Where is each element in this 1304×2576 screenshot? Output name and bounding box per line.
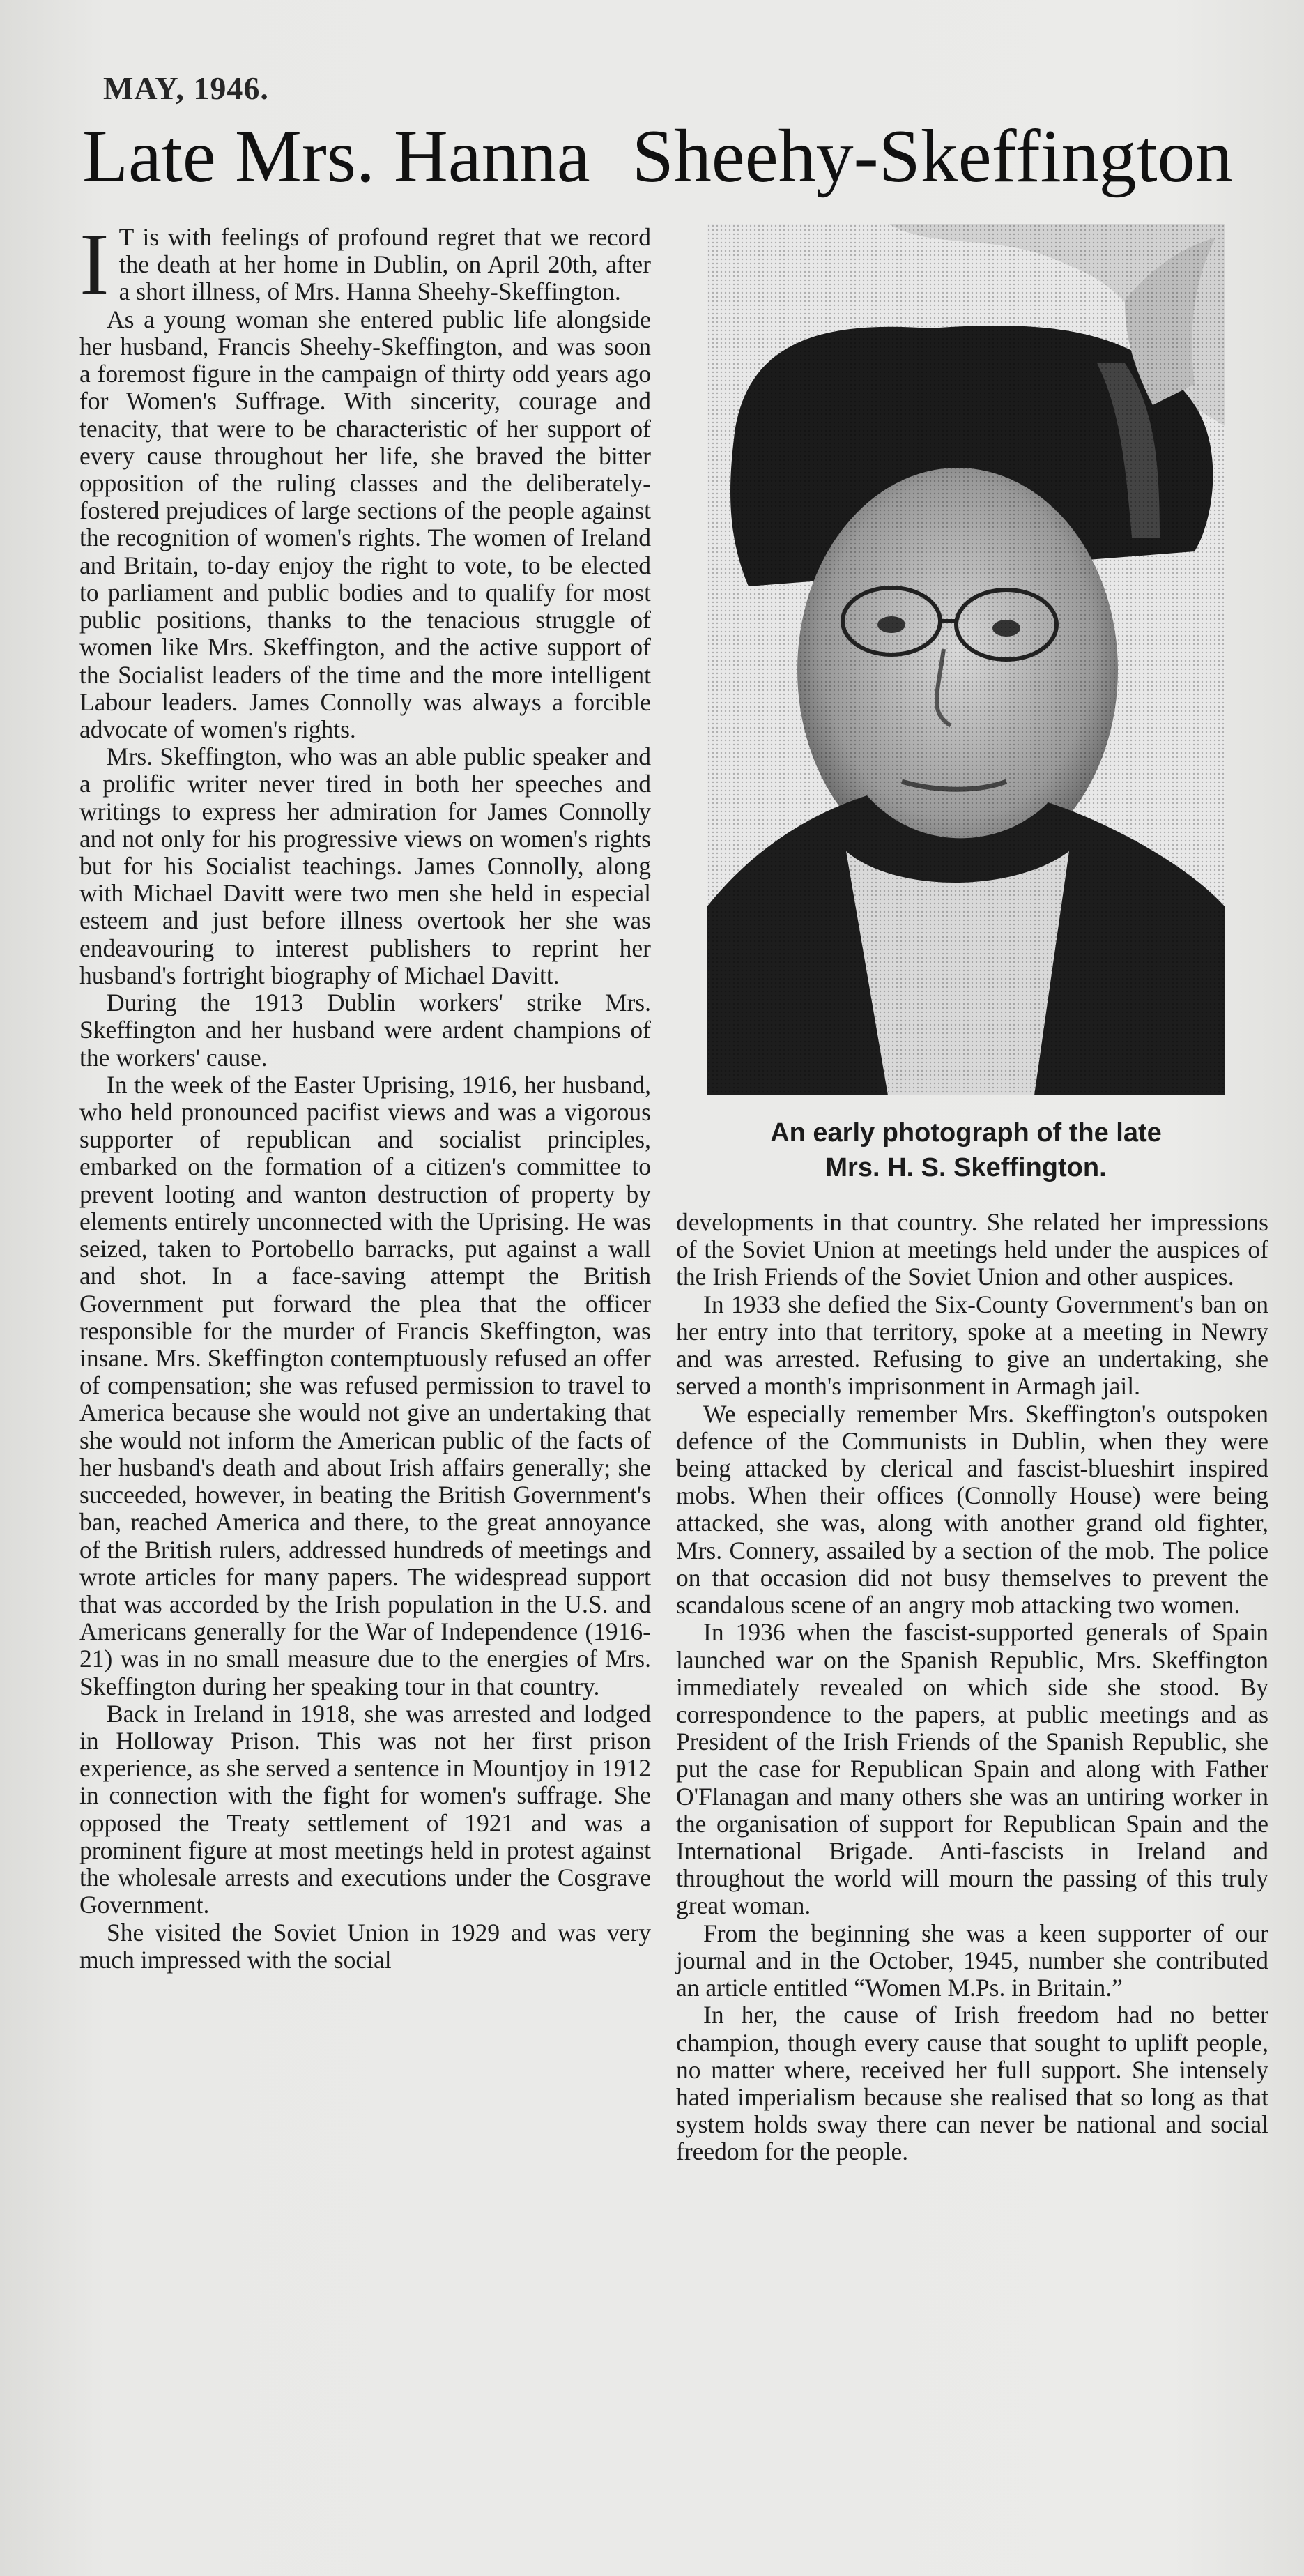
article-paragraph-3: Mrs. Skeffington, who was an able public speaker and a prolific writer never tired in both her speeches and writings to express her admiration for James Connolly and not only for his progressive views on women's rights but for his Socialist teachings. James Connolly, along with Michael Davitt were two men she held in especial esteem and just before illness overtook her she was endeavouring to interest publishers to reprint her husband's fortright biography of Michael Davitt. [79, 742, 651, 989]
article-paragraph-10: We especially remember Mrs. Skeffington's outspoken defence of the Communists in Dublin, when they were being attacked by clerical and fascist-blueshirt inspired mobs. When their offices (Connolly House) were being attacked, she was, along with another grand old fighter, Mrs. Connery, assailed by a section of the mob. The police on that occasion did not busy themselves to prevent the scandalous scene of an angry mob attacking two women. [676, 1399, 1268, 1619]
article-paragraph-12: From the beginning she was a keen supporter of our journal and in the October, 1945, number she contributed an article entitled “Women M.Ps. in Britain.” [676, 1919, 1268, 2002]
issue-date: MAY, 1946. [103, 70, 269, 106]
article-paragraph-9: In 1933 she defied the Six-County Government's ban on her entry into that territory, spoke at a meeting in Newry and was arrested. Refusing to give an undertaking, she served a month's imprisonment in Armagh jail. [676, 1290, 1268, 1401]
article-paragraph-13: In her, the cause of Irish freedom had no better champion, though every cause that sought to uplift people, no matter where, received her full support. She intensely hated imperialism because she realised that so long as that system holds sway there can never be national and social freedom for the people. [676, 2001, 1268, 2166]
drop-cap: I [79, 215, 109, 314]
article-paragraph-6: Back in Ireland in 1918, she was arrested and lodged in Holloway Prison. This was not her first prison experience, as she served a sentence in Mountjoy in 1912 in connection with the fight for women's suffrage. She opposed the Treaty settlement of 1921 and was a prominent figure at most meetings held in protest against the wholesale arrests and executions under the Cosgrave Government. [79, 1699, 651, 1919]
headline-part-2: Sheehy-Skeffington [631, 115, 1233, 198]
article-left-column [79, 215, 651, 2166]
article-right-column [676, 224, 1268, 2166]
caption-line-1: An early photograph of the late [770, 1118, 1162, 1148]
article-paragraph-11: In 1936 when the fascist-supported generals of Spain launched war on the Spanish Republic, Mrs. Skeffington immediately revealed on which side she stood. By correspondence to the papers, at public meetings and as President of the Irish Friends of the Spanish Republic, she put the case for Republican Spain and along with Father O'Flanagan and many others she was an untiring worker in the organisation of support for Republican Spain and the International Brigade. Anti-fascists in Ireland and throughout the world will mourn the passing of this truly great woman. [676, 1618, 1268, 1920]
article-paragraph-8: developments in that country. She related her impressions of the Soviet Union at meetings held under the auspices of the Irish Friends of the Soviet Union and other auspices. [676, 1208, 1268, 1291]
caption-line-2: Mrs. H. S. Skeffington. [825, 1152, 1107, 1182]
headline [82, 115, 1283, 198]
article-paragraph-5: In the week of the Easter Uprising, 1916, her husband, who held pronounced pacifist views and was a vigorous supporter of republican and socialist principles, embarked on the formation of a citizen's committee to prevent looting and wanton destruction of property by elements entirely unconnected with the Uprising. He was seized, taken to Portobello barracks, put against a wall and shot. In a face-saving attempt the British Government put forward the plea that the officer responsible for the murder of Francis Skeffington, was insane. Mrs. Skeffington contemptuously refused an offer of compensation; she was refused permission to travel to America because she would not give an undertaking that she would not inform the American public of the facts of her husband's death and about Irish affairs generally; she succeeded, however, in beating the British Government's ban, reached America and there, to the great annoyance of the British rulers, addressed hundreds of meetings and wrote articles for many papers. The widespread support that was accorded by the Irish population in the U.S. and Americans generally for the War of Independence (1916-21) was in no small measure due to the energies of Mrs. Skeffington during her speaking tour in that country. [79, 1070, 651, 1700]
headline-part-1: Late Mrs. Hanna [82, 115, 590, 198]
article-columns [70, 215, 1283, 2166]
article-paragraph-4: During the 1913 Dublin workers' strike Mrs. Skeffington and her husband were ardent champions of the workers' cause. [79, 989, 651, 1072]
photo-caption [707, 1116, 1225, 1185]
article-paragraph-2: As a young woman she entered public life alongside her husband, Francis Sheehy-Skeffington, and was soon a foremost figure in the campaign of thirty odd years ago for Women's Suffrage. With sincerity, courage and tenacity, that were to be characteristic of her support of every cause throughout her life, she braved the bitter opposition of the ruling classes and the deliberately-fostered prejudices of large sections of the people against the recognition of women's rights. The women of Ireland and Britain, to-day enjoy the right to vote, to be elected to parliament and public bodies and to qualify for most public positions, thanks to the tenacious struggle of women like Mrs. Skeffington, and the active support of the Socialist leaders of the time and the more intelligent Labour leaders. James Connolly was always a forcible advocate of women's rights. [79, 305, 651, 743]
portrait-photo [707, 224, 1225, 1095]
article-paragraph-7: She visited the Soviet Union in 1929 and was very much impressed with the social [79, 1918, 651, 1974]
portrait-figure [707, 224, 1225, 1185]
article-paragraph-1: I T is with feelings of profound regret that we record the death at her home in Dublin, on April 20th, after a short illness, of Mrs. Hanna Sheehy-Skeffington. [79, 215, 651, 314]
